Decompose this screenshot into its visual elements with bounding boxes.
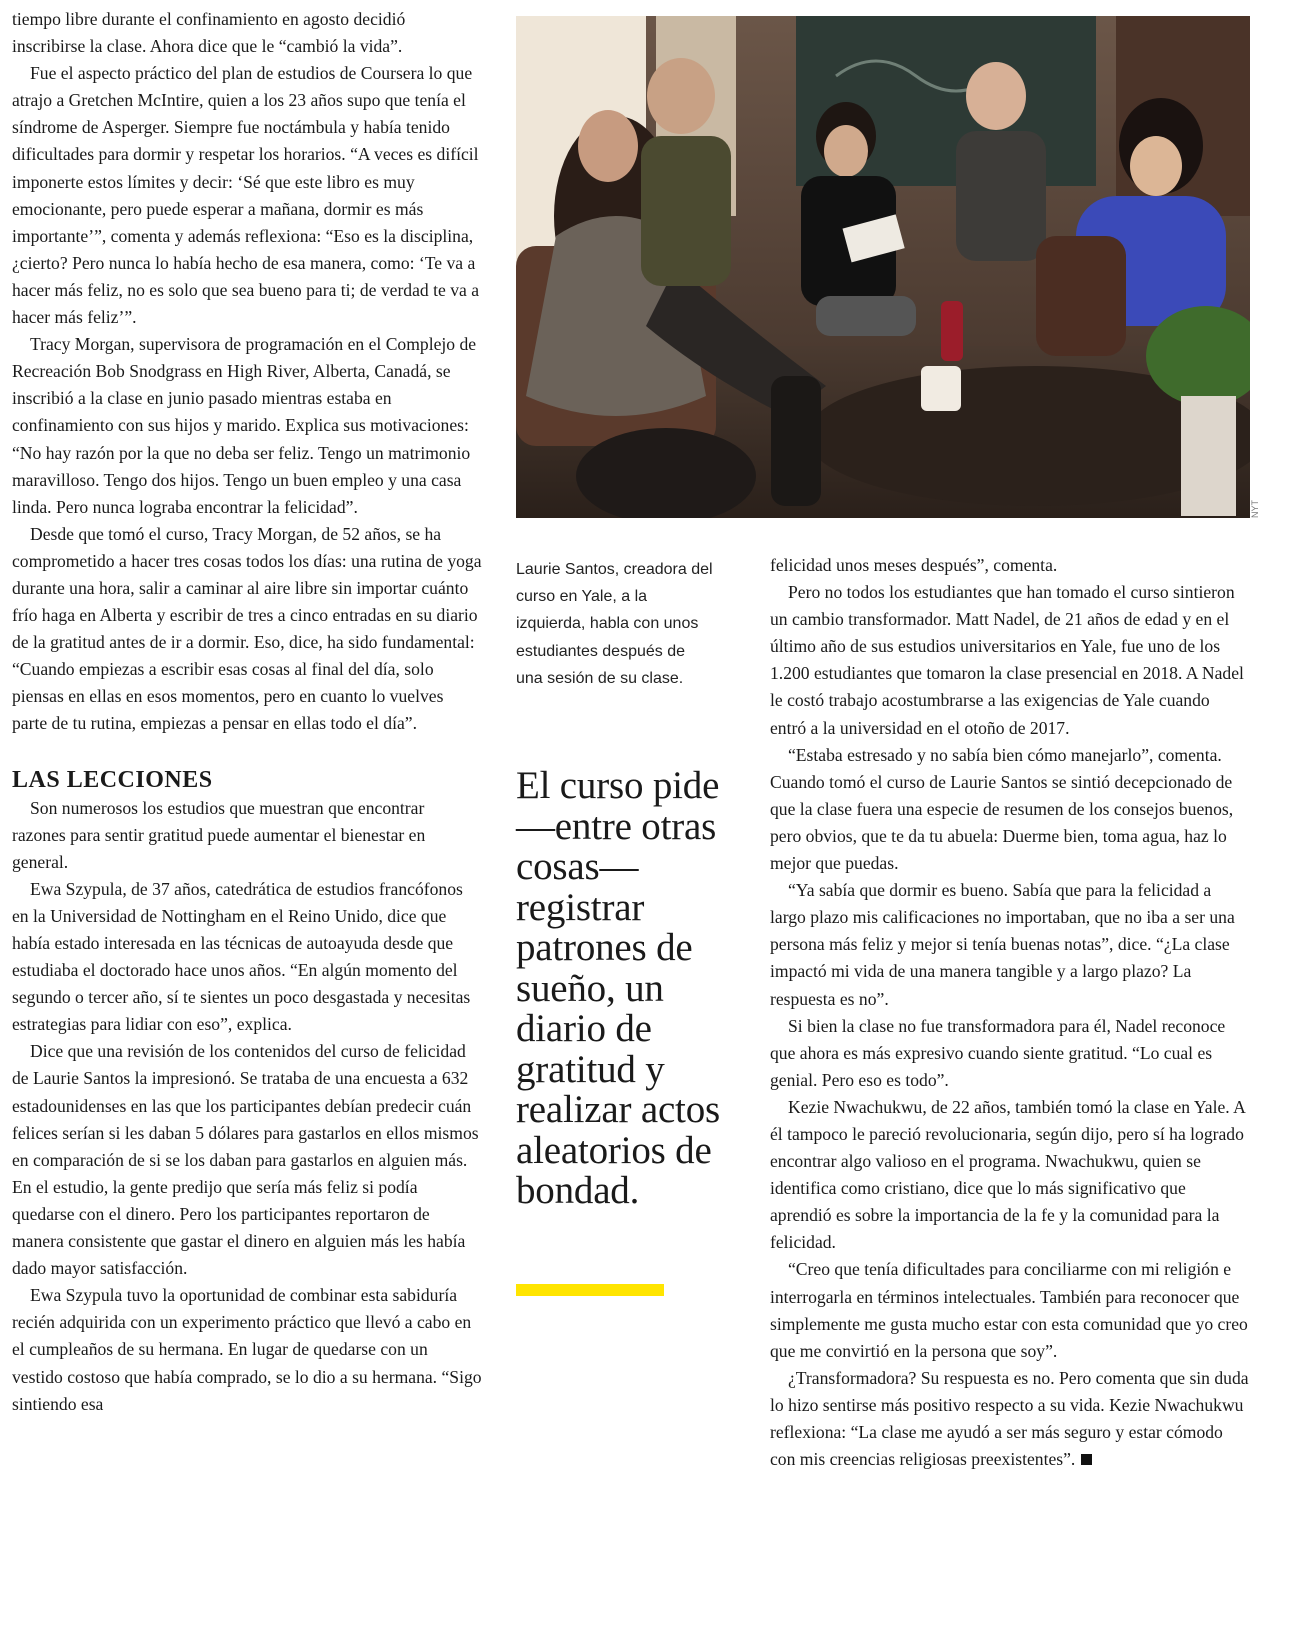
paragraph: Dice que una revisión de los contenidos del curso de felicidad de Laurie Santos la impresionó. Se trataba de una encuesta a 632 estadounidenses en las que los participantes debían predecir cuán felices serían si les daban 5 dólares para gastarlos en ellos mismos en comparación de si se los daban para gastarlos en alguien más. En el estudio, la gente predijo que sería más feliz si podía quedarse con el dinero. Pero los participantes reportaron de manera consistente que gastar el dinero en alguien más les había dado mayor satisfacción. [12, 1041, 479, 1279]
end-mark-icon [1081, 1454, 1092, 1465]
paragraph: Pero no todos los estudiantes que han tomado el curso sintieron un cambio transformador. Matt Nadel, de 21 años de edad y en el último año de sus estudios universitarios en Yale, fue uno de los 1.200 estudiantes que tomaron la clase presencial en 2018. A Nadel le costó trabajo acostumbrarse a las exigencias de Yale cuando entró a la universidad en el otoño de 2017. [770, 582, 1244, 738]
paragraph: Fue el aspecto práctico del plan de estudios de Coursera lo que atrajo a Gretchen McIntire, quien a los 23 años supo que tenía el síndrome de Asperger. Siempre fue noctámbula y había tenido dificultades para dormir y respetar los horarios. “A veces es difícil imponerte estos límites y decir: ‘Sé que este libro es muy emocionante, pero puede esperar a mañana, dormir es más importante’”, comenta y además reflexiona: “Eso es la disciplina, ¿cierto? Pero nunca lo había hecho de esa manera, como: ‘Te va a hacer más feliz, no es solo que sea bueno para ti; de verdad te va a hacer más feliz’”. [12, 63, 480, 328]
paragraph: Son numerosos los estudios que muestran que encontrar razones para sentir gratitud puede aumentar el bienestar en general. [12, 797, 426, 872]
paragraph: Ewa Szypula tuvo la oportunidad de combinar esta sabiduría recién adquirida con un experimento práctico que llevó a cabo en el cumpleaños de su hermana. En lugar de quedarse con un vestido costoso que había comprado, se lo dio a su hermana. “Sigo sintiendo esa [12, 1285, 482, 1414]
left-column [12, 6, 482, 1418]
photo-credit: NYT [1250, 500, 1260, 518]
paragraph-text: ¿Transformadora? Su respuesta es no. Pero comenta que sin duda lo hizo sentirse más positivo respecto a su vida. Kezie Nwachukwu reflexiona: “La clase me ayudó a ser más seguro y estar cómodo con mis creencias religiosas preexistentes”. [770, 1367, 1249, 1470]
paragraph: “Ya sabía que dormir es bueno. Sabía que para la felicidad a largo plazo mis calificaciones no importaban, que no iba a ser una persona más feliz y mejor si tenía buenas notas”, dice. “¿La clase impactó mi vida de una manera tangible y a largo plazo? La respuesta es no”. [770, 880, 1235, 1009]
paragraph: Si bien la clase no fue transformadora para él, Nadel reconoce que ahora es más expresivo cuando siente gratitud. “Lo cual es genial. Pero eso es todo”. [770, 1015, 1226, 1090]
paragraph: Ewa Szypula, de 37 años, catedrática de estudios francófonos en la Universidad de Nottingham en el Reino Unido, dice que había estado interesada en las técnicas de autoayuda desde que estudiaba el doctorado hace unos años. “En algún momento del segundo o tercer año, sí te sientes un poco desgastada y necesitas estrategias para lidiar con eso”, explica. [12, 878, 471, 1035]
paragraph: Desde que tomó el curso, Tracy Morgan, de 52 años, se ha comprometido a hacer tres cosas todos los días: una rutina de yoga durante una hora, salir a caminar al aire libre sin importar cuánto frío haga en Alberta y escribir de tres a cinco entradas en su diario de la gratitud antes de ir a dormir. Eso, dice, ha sido fundamental: “Cuando empiezas a escribir esas cosas al final del día, solo piensas en ellas en esos momentos, pero en cuanto lo vuelves parte de tu rutina, empiezas a pensar en ellas todo el día”. [12, 523, 482, 734]
paragraph: tiempo libre durante el confinamiento en agosto decidió inscribirse la clase. Ahora dice que le “cambió la vida”. [12, 9, 406, 57]
paragraph: felicidad unos meses después”, comenta. [770, 555, 1058, 575]
paragraph-final [770, 1365, 1250, 1473]
pull-quote: El curso pide —entre otras cosas— registrar patrones de sueño, un diario de gratitud y realizar actos aleatorios de bondad. [516, 764, 720, 1212]
classroom-photo-illustration [516, 16, 1250, 518]
photo-caption: Laurie Santos, creadora del curso en Yale, a la izquierda, habla con unos estudiantes después de una sesión de su clase. [516, 561, 713, 687]
paragraph: “Creo que tenía dificultades para conciliarme con mi religión e interrogarla en términos intelectuales. También para reconocer que simplemente me gusta mucho estar con esta comunidad que yo creo que me convirtió en la persona que soy”. [770, 1259, 1248, 1361]
accent-bar [516, 1284, 664, 1296]
article-photo [516, 16, 1250, 518]
section-heading: LAS LECCIONES [12, 766, 213, 793]
right-column [770, 552, 1250, 1473]
paragraph: “Estaba estresado y no sabía bien cómo manejarlo”, comenta. Cuando tomó el curso de Laurie Santos se sintió decepcionado de que la clase fuera una especie de resumen de los consejos buenos, pero obvios, que te da tu abuela: Duerme bien, toma agua, haz lo mejor que puedas. [770, 744, 1234, 874]
paragraph: Kezie Nwachukwu, de 22 años, también tomó la clase en Yale. A él tampoco le pareció revolucionaria, según dijo, pero sí ha logrado encontrar algo valioso en el programa. Nwachukwu, quien se identifica como cristiano, dice que lo más significativo que aprendió es sobre la importancia de la fe y la comunidad para la felicidad. [770, 1096, 1245, 1253]
paragraph: Tracy Morgan, supervisora de programación en el Complejo de Recreación Bob Snodgrass en High River, Alberta, Canadá, se inscribió a la clase en junio pasado mientras estaba en confinamiento con sus hijos y marido. Explica sus motivaciones: “No hay razón por la que no deba ser feliz. Tengo un matrimonio maravilloso. Tengo dos hijos. Tengo un buen empleo y una casa linda. Pero nunca lograba encontrar la felicidad”. [12, 334, 477, 517]
